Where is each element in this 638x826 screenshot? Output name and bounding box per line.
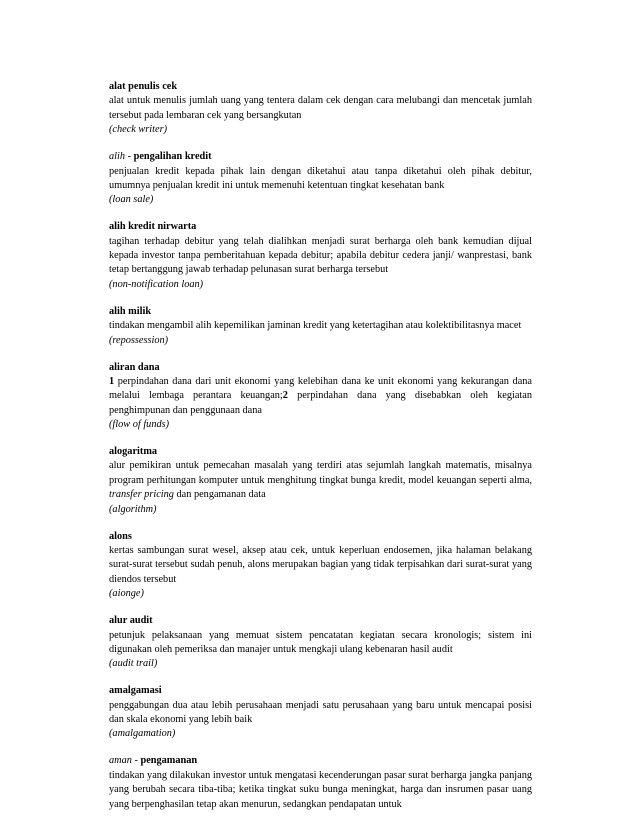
entry-term-line xyxy=(109,361,532,375)
entry-term-line xyxy=(109,754,532,768)
entry-english-equivalent: (amalgamation) xyxy=(109,728,176,740)
glossary-entry xyxy=(109,614,532,672)
definition-sense-number: 2 xyxy=(282,390,288,402)
glossary-entry xyxy=(109,305,532,348)
entry-definition: kertas sambungan surat wesel, aksep atau cek, untuk keperluan endosemen, jika halaman belakang surat-surat tersebut sudah penuh, alons merupakan bagian yang tidak terpisahkan dari surat-surat yang diendos tersebut xyxy=(109,544,532,585)
entry-term-line xyxy=(109,220,532,234)
glossary-content xyxy=(109,80,532,824)
entry-definition: penggabungan dua atau lebih perusahaan menjadi satu perusahaan yang baru untuk mencapai posisi dan skala ekonomi yang lebih baik xyxy=(109,699,532,726)
entry-root-word: alih xyxy=(109,151,126,163)
entry-term: amalgamasi xyxy=(109,685,162,697)
entry-definition: petunjuk pelaksanaan yang memuat sistem pencatatan kegiatan secara kronologis; sistem ini digunakan oleh pemeriksa dan manajer untuk mengkaji ulang kebenaran hasil audit xyxy=(109,629,532,655)
definition-text: perpindahan dana yang disebabkan oleh kegiatan penghimpunan dan penggunaan dana xyxy=(109,390,533,416)
glossary-entry xyxy=(109,684,532,742)
entry-term-line xyxy=(109,445,532,459)
entry-term-line xyxy=(109,150,532,164)
entry-separator: - xyxy=(125,151,134,163)
entry-term: alih kredit nirwarta xyxy=(109,221,197,233)
glossary-entry xyxy=(109,361,532,433)
entry-definition xyxy=(109,459,532,502)
glossary-entry xyxy=(109,150,532,208)
entry-term-line xyxy=(109,684,532,698)
definition-text: alur pemikiran untuk pemecahan masalah yang terdiri atas sejumlah langkah matematis, misalnya program perhitungan komputer untuk menghitung tingkat bunga kredit, model keuangan seperti alma, xyxy=(109,460,532,486)
entry-english-equivalent: (check writer) xyxy=(109,124,168,136)
glossary-entry xyxy=(109,220,532,292)
entry-separator: - xyxy=(131,755,141,767)
entry-definition: tindakan mengambil alih kepemilikan jaminan kredit yang ketertagihan atau kolektibilitasnya macet xyxy=(109,320,522,332)
entry-definition xyxy=(109,375,532,418)
definition-text: transfer pricing xyxy=(109,489,174,501)
entry-english-equivalent: (aionge) xyxy=(109,588,144,600)
entry-definition: tindakan yang dilakukan investor untuk mengatasi kecenderungan pasar surat berharga jangka panjang yang berubah secara tiba-tiba; ketika tingkat suku bunga meningkat, harga dan insrumen pasar uang yang berpenghasilan tetap akan menurun, sedangkan pendapatan untuk xyxy=(109,769,532,810)
entry-term: alat penulis cek xyxy=(109,81,178,92)
glossary-entry xyxy=(109,530,532,602)
glossary-entry xyxy=(109,80,532,138)
entry-term: alogaritma xyxy=(109,446,158,458)
entry-definition: alat untuk menulis jumlah uang yang tentera dalam cek dengan cara melubangi dan mencetak jumlah tersebut pada lembaran cek yang bersangkutan xyxy=(109,95,532,121)
entry-term: pengalihan kredit xyxy=(133,151,212,163)
entry-english-equivalent: (repossession) xyxy=(109,334,169,346)
definition-sense-number: 1 xyxy=(109,375,115,387)
entry-term-line xyxy=(109,305,532,319)
entry-english-equivalent: (non-notification loan) xyxy=(109,278,204,290)
entry-english-equivalent: (loan sale) xyxy=(109,194,154,206)
entry-term-line xyxy=(109,80,532,94)
entry-definition: tagihan terhadap debitur yang telah dialihkan menjadi surat berharga oleh bank kemudian dijual kepada investor tanpa pemberitahuan kepada debitur; apabila debitur cedera janji/ wanprestasi, bank tetap bertanggung jawab terhadap pelunasan surat berharga tersebut xyxy=(109,235,532,276)
entry-term: pengamanan xyxy=(140,755,198,767)
entry-term: alur audit xyxy=(109,615,153,627)
definition-text: dan pengamanan data xyxy=(173,489,266,501)
glossary-entry xyxy=(109,445,532,517)
definition-text: perpindahan dana dari unit ekonomi yang kelebihan dana ke unit ekonomi yang kekurangan dana melalui lembaga perantara keuangan; xyxy=(109,375,532,402)
entry-term-line xyxy=(109,614,532,628)
entry-definition: penjualan kredit kepada pihak lain dengan diketahui atau tanpa diketahui oleh pihak debitur, umumnya penjualan kredit ini untuk memenuhi ketentuan tingkat kesehatan bank xyxy=(109,165,532,191)
entry-english-equivalent: (algorithm) xyxy=(109,503,157,515)
glossary-entry xyxy=(109,754,532,812)
entry-english-equivalent: (flow of funds) xyxy=(109,419,170,431)
entry-term: alih milik xyxy=(109,305,152,317)
entry-term: alons xyxy=(109,530,132,542)
entry-english-equivalent: (audit trail) xyxy=(109,658,158,670)
entry-term-line xyxy=(109,530,532,544)
entry-root-word: aman xyxy=(109,755,132,767)
entry-term: aliran dana xyxy=(109,361,160,373)
